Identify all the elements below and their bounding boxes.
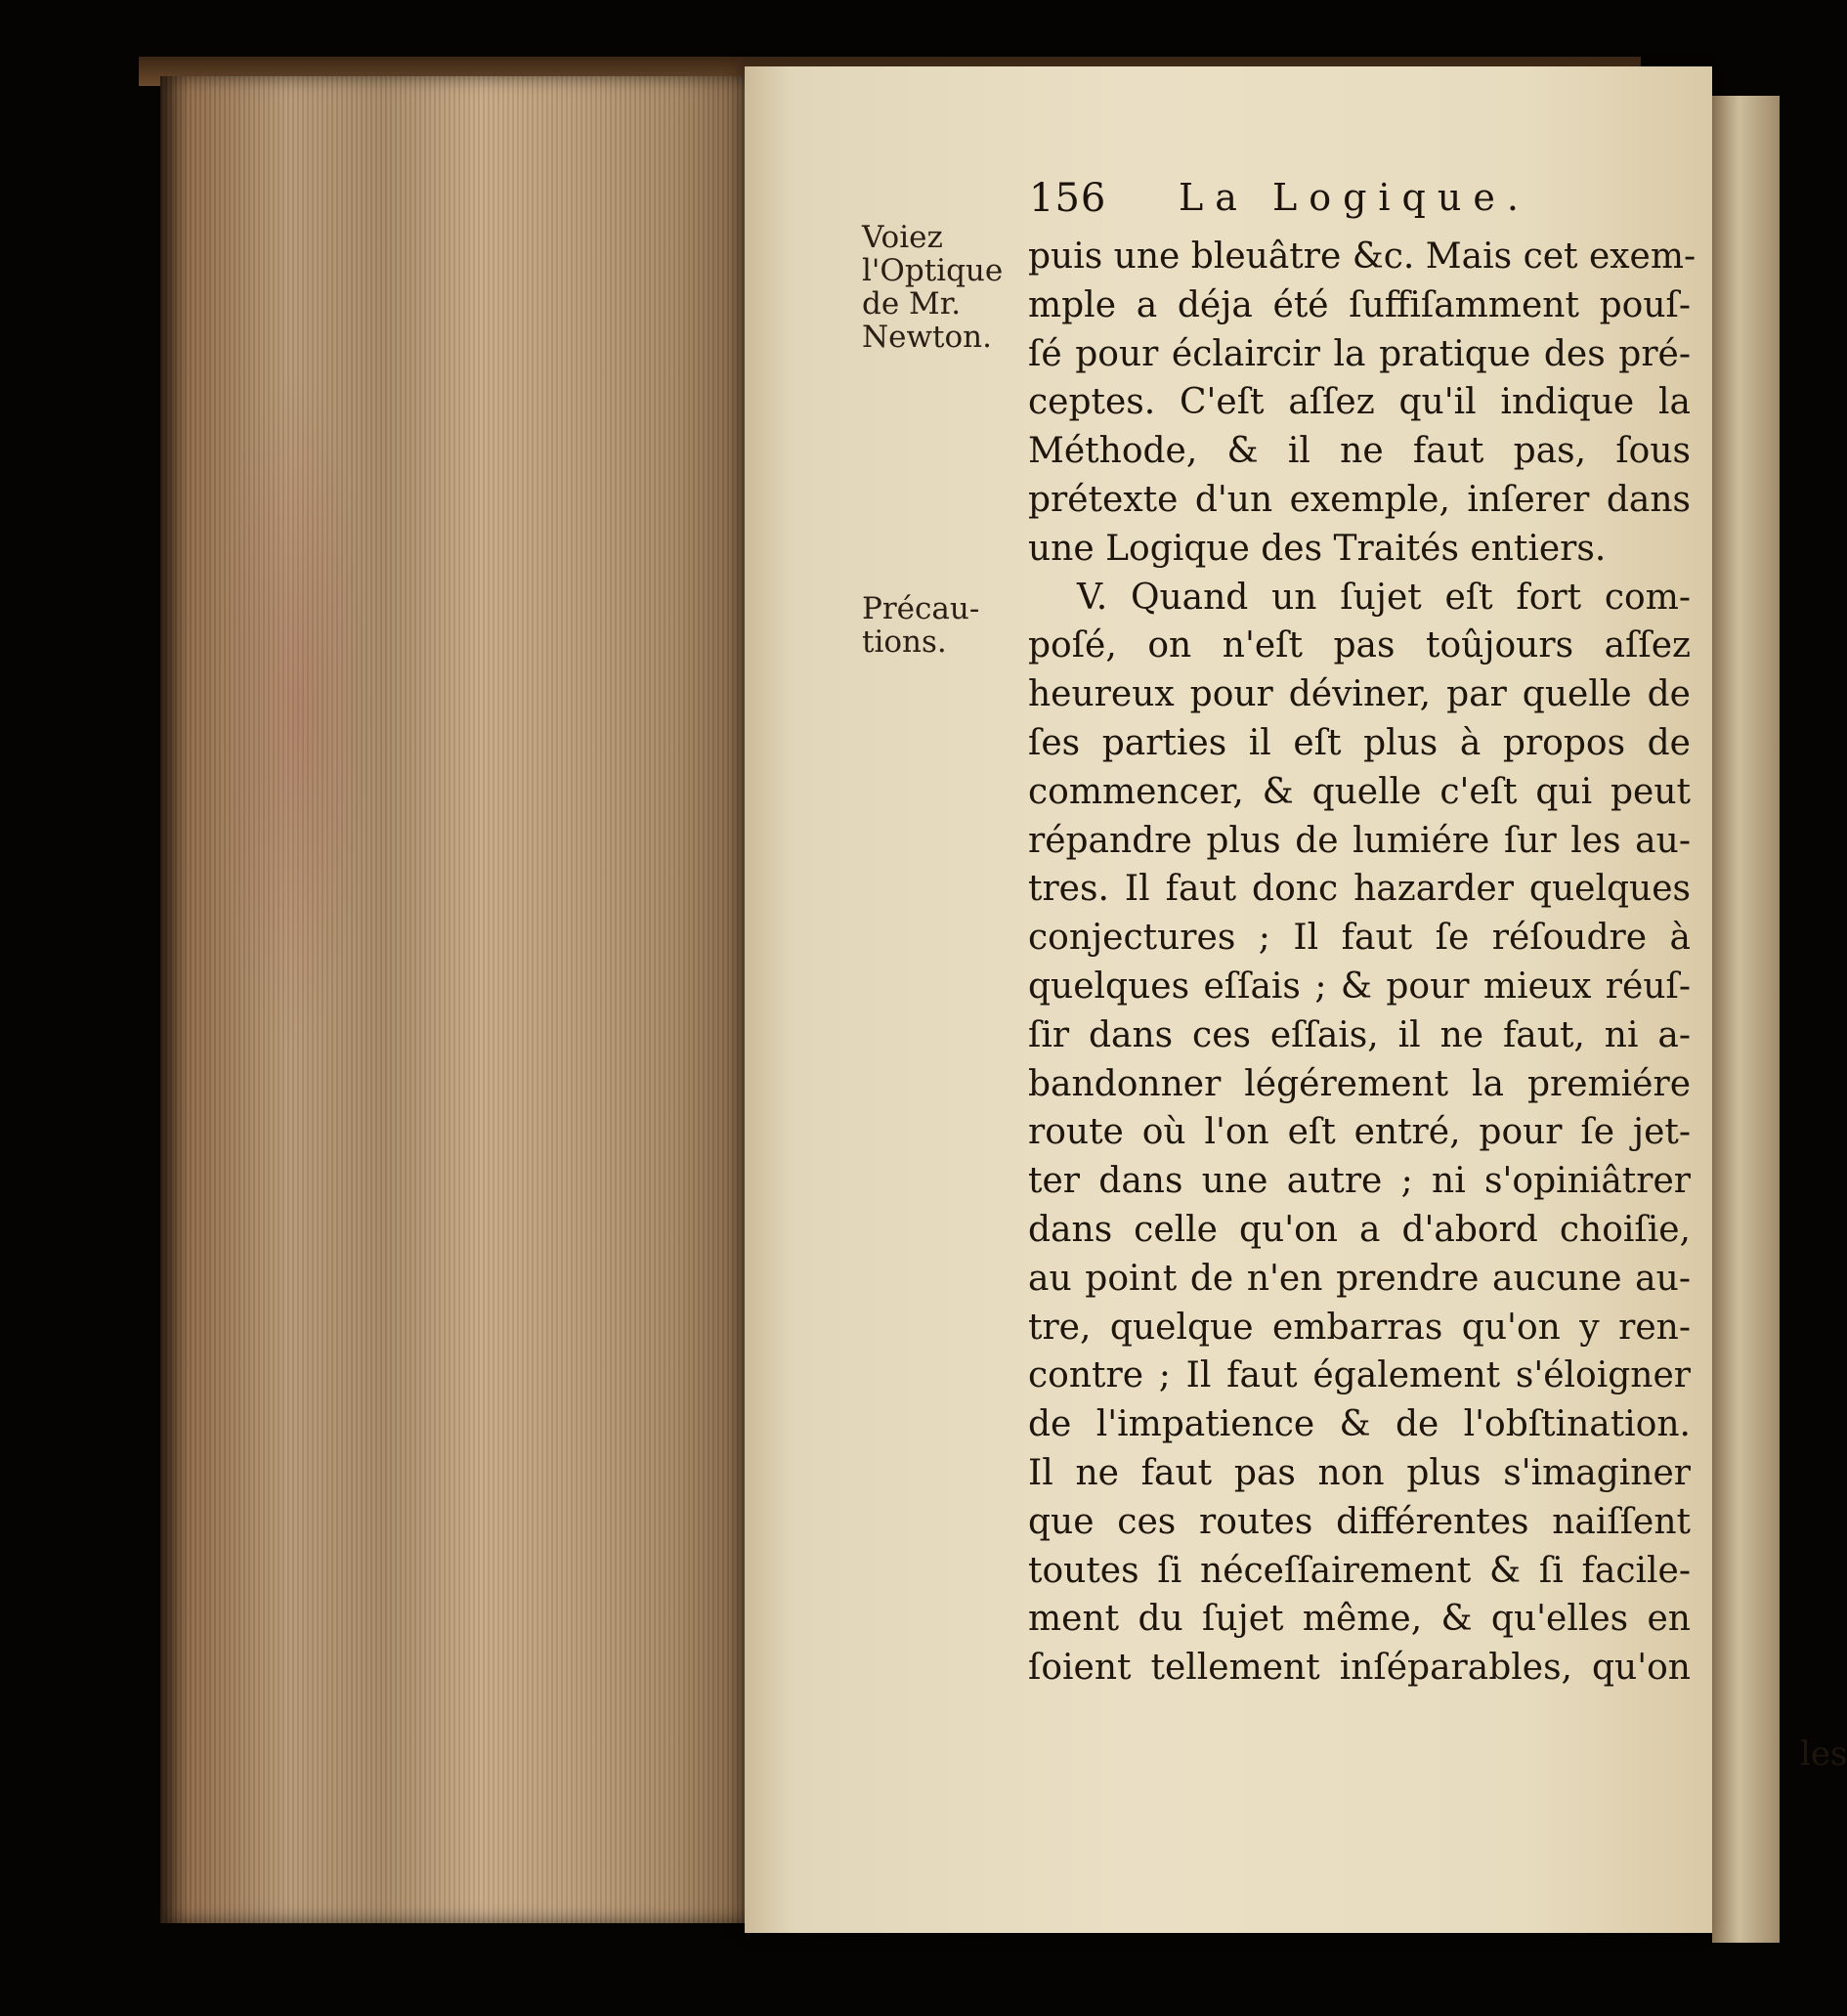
text-line: tres. Il faut donc hazarder quelques (1028, 869, 1691, 910)
margin-note-line: de Mr. (862, 286, 962, 322)
text-line: quelques eſſais ; & pour mieux réuſ- (1028, 965, 1691, 1007)
margin-note-line: Newton. (862, 320, 992, 355)
text-line: mple a déja été ſuffiſamment pouſ- (1028, 284, 1691, 325)
text-line: au point de n'en prendre aucune au- (1028, 1258, 1691, 1299)
text-line: ſé pour éclaircir la pratique des pré- (1028, 333, 1691, 374)
margin-note-line: Précau- (862, 591, 980, 626)
text-line: tre, quelque embarras qu'on y ren- (1028, 1307, 1691, 1348)
running-head: La Logique. (1179, 176, 1530, 219)
text-line: conjectures ; Il faut ſe réſoudre à (1028, 918, 1691, 959)
text-line: ſes parties il eſt plus à propos de (1028, 722, 1691, 763)
text-line: ment du ſujet même, & qu'elles en (1028, 1599, 1691, 1640)
margin-note-line: tions. (862, 624, 947, 660)
text-line: que ces routes différentes naiſſent (1028, 1501, 1691, 1542)
margin-note-precautions (862, 592, 1028, 659)
catchword: les (1800, 1735, 1847, 1774)
body-text (1028, 233, 1697, 1693)
page-block-edges (160, 76, 745, 1923)
text-line: Il ne faut pas non plus s'imaginer (1028, 1452, 1691, 1493)
text-line: ſir dans ces eſſais, il ne faut, ni a- (1028, 1014, 1691, 1055)
text-line: V. Quand un ſujet eſt fort com- (1077, 577, 1691, 618)
text-line: heureux pour déviner, par quelle de (1028, 674, 1691, 715)
page-number: 156 (1029, 176, 1107, 221)
text-line: bandonner légérement la premiére (1028, 1063, 1691, 1104)
text-line: de l'impatience & de l'obſtination. (1028, 1404, 1691, 1445)
margin-note-newton (862, 221, 1028, 354)
printed-page (745, 66, 1847, 1933)
text-line: toutes ſi néceſſairement & ſi facile- (1028, 1550, 1691, 1591)
open-book (139, 57, 1847, 1943)
text-line: route où l'on eſt entré, pour ſe jet- (1028, 1112, 1691, 1153)
text-line: ceptes. C'eſt aſſez qu'il indique la (1028, 382, 1691, 423)
text-line: contre ; Il faut également s'éloigner (1028, 1355, 1691, 1396)
text-line: prétexte d'un exemple, inſerer dans (1028, 479, 1691, 520)
margin-note-line: l'Optique (862, 253, 1004, 288)
margin-note-line: Voiez (862, 220, 943, 255)
text-line: commencer, & quelle c'eſt qui peut (1028, 771, 1691, 812)
text-line: dans celle qu'on a d'abord choiſie, (1028, 1209, 1691, 1250)
facing-page-edge (1712, 96, 1780, 1943)
text-line: ter dans une autre ; ni s'opiniâtrer (1028, 1161, 1691, 1202)
text-line: Méthode, & il ne faut pas, ſous (1028, 431, 1691, 472)
text-line: puis une bleuâtre &c. Mais cet exem- (1028, 236, 1697, 277)
text-line: ſoient tellement inſéparables, qu'on (1028, 1648, 1691, 1689)
text-line: une Logique des Traités entiers. (1028, 528, 1607, 569)
text-line: répandre plus de lumiére ſur les au- (1028, 820, 1691, 861)
text-line: poſé, on n'eſt pas toûjours aſſez (1028, 625, 1691, 666)
